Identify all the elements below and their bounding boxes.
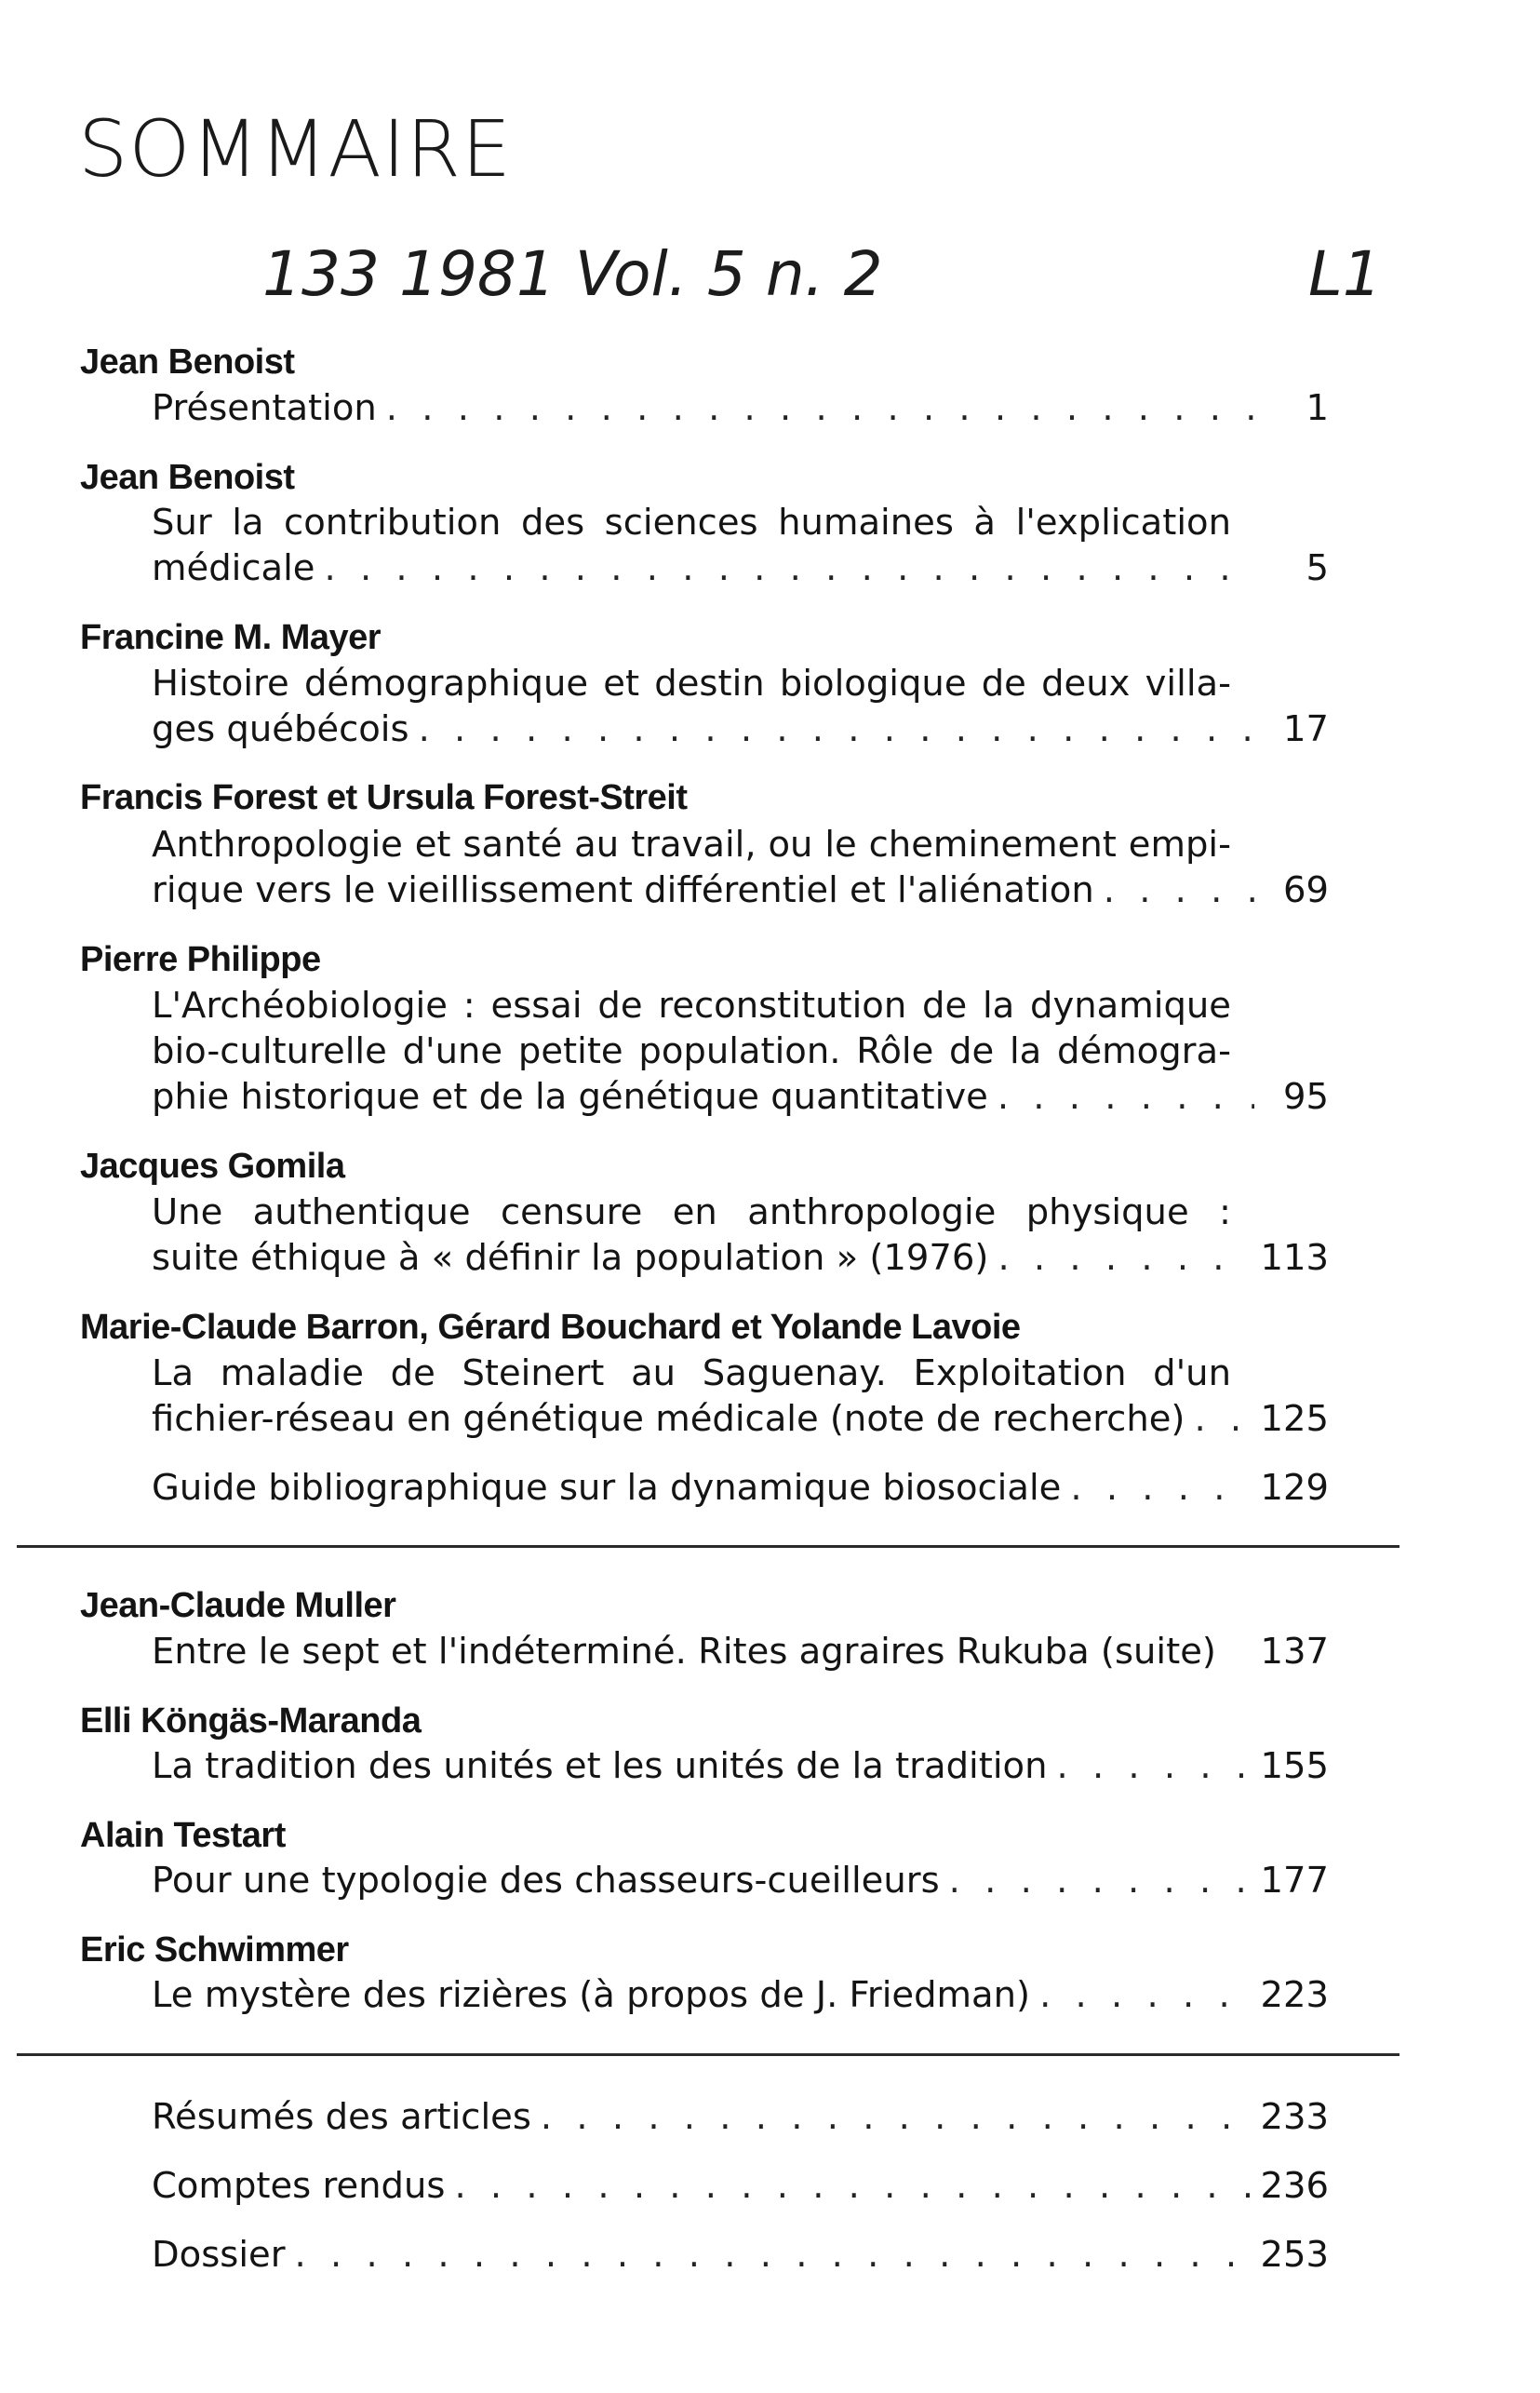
dot-leader	[1039, 1978, 1251, 2014]
section-divider	[17, 1545, 1399, 1548]
entry-title: Guide bibliographique sur la dynamique biosociale	[152, 1467, 1062, 1509]
entry-author: Eric Schwimmer	[80, 1930, 349, 1970]
toc-entry	[152, 2234, 1329, 2276]
dot-leader	[454, 2169, 1251, 2205]
toc-entry	[152, 1467, 1329, 1509]
toc-entry	[152, 708, 1329, 750]
entry-title-line: Histoire démographique et destin biologique de deux villa-	[152, 663, 1231, 705]
entry-author: Jean-Claude Muller	[80, 1586, 396, 1625]
page-number: 253	[1260, 2234, 1329, 2276]
handwritten-note: 133 1981 Vol. 5 n. 2	[262, 238, 883, 310]
entry-title: ges québécois	[152, 708, 409, 750]
dot-leader	[386, 391, 1254, 427]
toc-entry	[152, 1860, 1329, 1902]
entry-title-line: Sur la contribution des sciences humaines à l'explication	[152, 502, 1231, 544]
entry-author: Pierre Philippe	[80, 940, 321, 979]
dot-leader	[998, 1080, 1254, 1116]
dot-leader	[419, 712, 1254, 748]
page-number: 129	[1260, 1467, 1329, 1509]
entry-title: rique vers le vieillissement différentiel et l'aliénation	[152, 869, 1094, 911]
toc-entry	[152, 547, 1329, 589]
page-number: 5	[1306, 547, 1329, 589]
toc-entry	[152, 1974, 1329, 2016]
page-number: 137	[1260, 1631, 1329, 1673]
dot-leader	[949, 1863, 1252, 1900]
page-title: SOMMAIRE	[78, 103, 513, 195]
dot-leader	[324, 551, 1254, 587]
toc-entry	[152, 2165, 1329, 2207]
entry-author: Francine M. Mayer	[80, 618, 382, 657]
entry-title: Entre le sept et l'indéterminé. Rites agraires Rukuba (suite)	[152, 1631, 1216, 1673]
entry-title: La tradition des unités et les unités de la tradition	[152, 1745, 1048, 1787]
toc-entry	[152, 869, 1329, 911]
toc-entry	[152, 1745, 1329, 1787]
entry-author: Alain Testart	[80, 1816, 286, 1855]
entry-author: Jean Benoist	[80, 343, 295, 382]
toc-entry	[152, 387, 1329, 429]
entry-title: Le mystère des rizières (à propos de J. Friedman)	[152, 1974, 1031, 2016]
dot-leader	[295, 2238, 1252, 2274]
page-number: 113	[1260, 1237, 1329, 1279]
entry-title-line: Une authentique censure en anthropologie physique :	[152, 1191, 1231, 1233]
entry-title: suite éthique à « définir la population » (1976)	[152, 1237, 989, 1279]
page-number: 1	[1306, 387, 1329, 429]
entry-author: Elli Köngäs-Maranda	[80, 1701, 422, 1741]
entry-title-line: bio-culturelle d'une petite population. Rôle de la démogra-	[152, 1030, 1231, 1072]
entry-title: fichier-réseau en génétique médicale (note de recherche)	[152, 1398, 1185, 1440]
dot-leader	[1104, 873, 1254, 909]
entry-title-line: La maladie de Steinert au Saguenay. Exploitation d'un	[152, 1352, 1231, 1394]
page-number: 95	[1283, 1076, 1329, 1118]
page-number: 155	[1260, 1745, 1329, 1787]
page-number: 125	[1260, 1398, 1329, 1440]
handwritten-note-right: L1	[1308, 238, 1382, 310]
section-divider	[17, 2053, 1399, 2056]
entry-title: Résumés des articles	[152, 2096, 531, 2138]
entry-author: Marie-Claude Barron, Gérard Bouchard et Yolande Lavoie	[80, 1308, 1021, 1347]
page-number: 236	[1260, 2165, 1329, 2207]
page-number: 233	[1260, 2096, 1329, 2138]
entry-author: Jean Benoist	[80, 458, 295, 497]
entry-title: médicale	[152, 547, 315, 589]
toc-entry	[152, 1631, 1329, 1673]
entry-title: phie historique et de la génétique quantitative	[152, 1076, 988, 1118]
entry-title-line: L'Archéobiologie : essai de reconstitution de la dynamique	[152, 985, 1231, 1027]
dot-leader	[541, 2100, 1252, 2136]
entry-author: Francis Forest et Ursula Forest-Streit	[80, 778, 688, 817]
dot-leader	[998, 1241, 1251, 1277]
page-number: 223	[1260, 1974, 1329, 2016]
toc-entry	[152, 1076, 1329, 1118]
toc-entry	[152, 1237, 1329, 1279]
page-number: 17	[1283, 708, 1329, 750]
entry-title: Dossier	[152, 2234, 286, 2276]
dot-leader	[1194, 1402, 1251, 1438]
entry-title: Pour une typologie des chasseurs-cueilleurs	[152, 1860, 940, 1902]
dot-leader	[1056, 1749, 1251, 1785]
page-number: 69	[1283, 869, 1329, 911]
toc-entry	[152, 1398, 1329, 1440]
entry-title-line: Anthropologie et santé au travail, ou le cheminement empi-	[152, 824, 1231, 866]
entry-title: Comptes rendus	[152, 2165, 446, 2207]
entry-author: Jacques Gomila	[80, 1147, 345, 1186]
toc-entry	[152, 2096, 1329, 2138]
page-number: 177	[1260, 1860, 1329, 1902]
entry-title: Présentation	[152, 387, 377, 429]
dot-leader	[1070, 1471, 1251, 1507]
